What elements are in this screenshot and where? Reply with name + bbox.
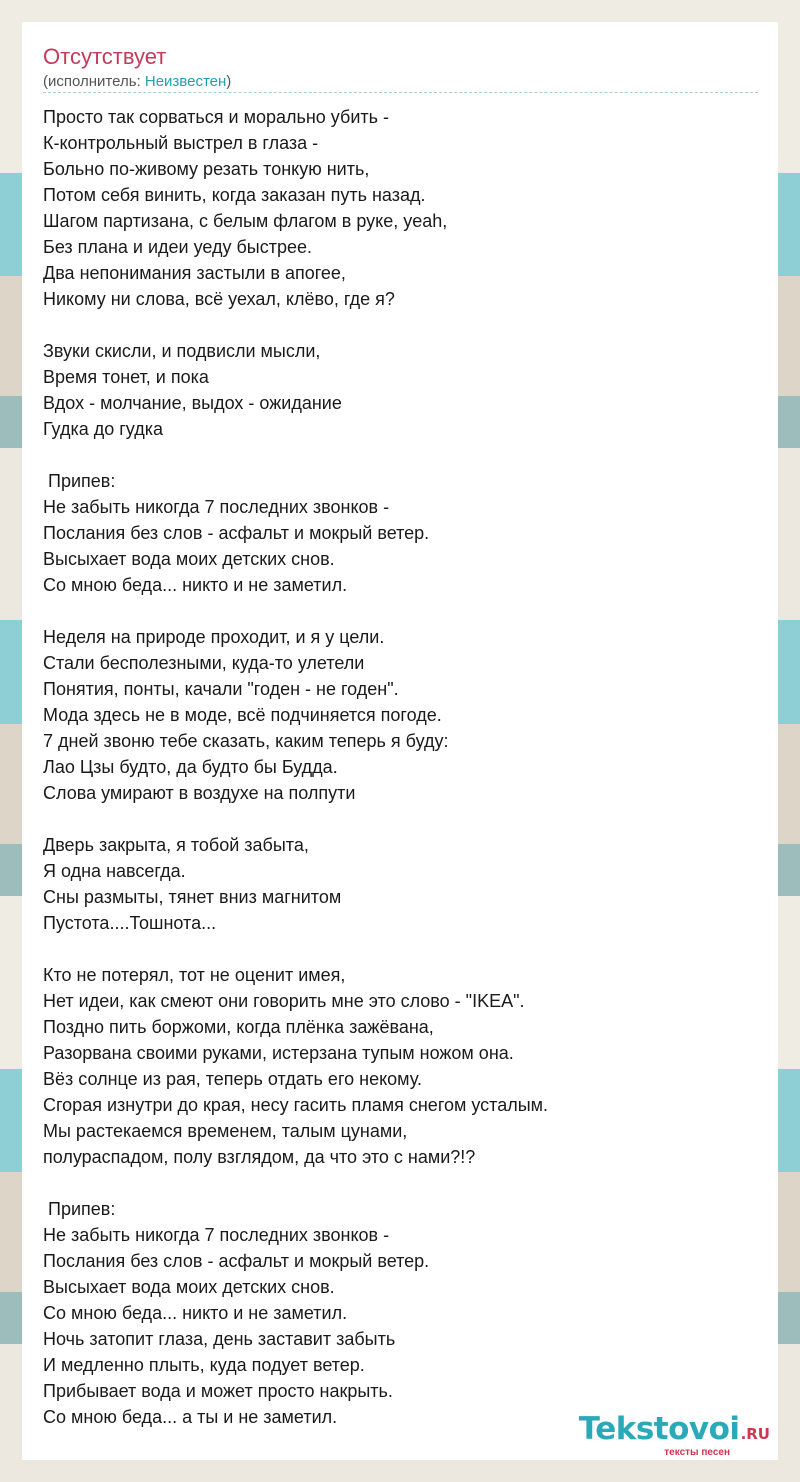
lyric-line: Мы растекаемся временем, талым цунами,: [43, 1121, 408, 1141]
lyric-line: Нет идеи, как смеют они говорить мне это слово - "IKEA".: [43, 991, 525, 1011]
lyric-line: И медленно плыть, куда подует ветер.: [43, 1355, 365, 1375]
lyric-line: К-контрольный выстрел в глаза -: [43, 133, 319, 153]
lyric-line: Не забыть никогда 7 последних звонков -: [43, 1225, 390, 1245]
lyric-line: Два непонимания застыли в апогее,: [43, 263, 346, 283]
lyric-line: [43, 1170, 758, 1196]
lyric-line: Высыхает вода моих детских снов.: [43, 1277, 335, 1297]
lyric-line: Потом себя винить, когда заказан путь назад.: [43, 185, 426, 205]
artist-prefix: (исполнитель:: [43, 73, 145, 90]
lyric-line: Не забыть никогда 7 последних звонков -: [43, 497, 390, 517]
lyric-line: [43, 806, 758, 832]
lyric-line: Прибывает вода и может просто накрыть.: [43, 1381, 393, 1401]
lyric-line: Гудка до гудка: [43, 419, 163, 439]
lyric-line: Поздно пить боржоми, когда плёнка зажёвана,: [43, 1017, 434, 1037]
lyric-line: Дверь закрыта, я тобой забыта,: [43, 835, 309, 855]
lyric-line: Припев:: [43, 1199, 116, 1219]
lyric-line: [43, 598, 758, 624]
lyric-line: Просто так сорваться и морально убить -: [43, 107, 389, 127]
site-logo[interactable]: [578, 1411, 770, 1458]
lyric-line: Лао Цзы будто, да будто бы Будда.: [43, 757, 338, 777]
title-divider: [43, 92, 758, 93]
lyric-line: Мода здесь не в моде, всё подчиняется погоде.: [43, 705, 442, 725]
lyric-line: Припев:: [43, 471, 116, 491]
lyric-line: Сны размыты, тянет вниз магнитом: [43, 887, 342, 907]
lyric-line: Пустота....Тошнота...: [43, 913, 217, 933]
logo-tagline: тексты песен: [664, 1447, 730, 1458]
lyric-line: Шагом партизана, с белым флагом в руке, yeah,: [43, 211, 448, 231]
artist-suffix: ): [226, 73, 232, 90]
logo-wordmark: Tekstovoi: [578, 1411, 740, 1447]
lyric-line: Сгорая изнутри до края, несу гасить пламя снегом усталым.: [43, 1095, 549, 1115]
artist-link[interactable]: Неизвестен: [144, 73, 227, 90]
lyric-line: Кто не потерял, тот не оценит имея,: [43, 965, 346, 985]
lyric-line: [43, 312, 758, 338]
lyric-line: Неделя на природе проходит, и я у цели.: [43, 627, 385, 647]
lyric-line: Никому ни слова, всё уехал, клёво, где я?: [43, 289, 395, 309]
lyric-line: Стали бесполезными, куда-то улетели: [43, 653, 365, 673]
lyrics-text: [43, 104, 758, 1430]
artist-line: [43, 72, 231, 92]
lyric-line: полураспадом, полу взглядом, да что это с нами?!?: [43, 1147, 476, 1167]
lyric-line: Вёз солнце из рая, теперь отдать его некому.: [43, 1069, 422, 1089]
lyric-line: Без плана и идеи уеду быстрее.: [43, 237, 313, 257]
lyric-line: [43, 442, 758, 468]
lyric-line: Со мною беда... никто и не заметил.: [43, 1303, 348, 1323]
lyric-line: Звуки скисли, и подвисли мысли,: [43, 341, 321, 361]
lyric-line: 7 дней звоню тебе сказать, каким теперь я буду:: [43, 731, 449, 751]
lyric-line: Послания без слов - асфальт и мокрый ветер.: [43, 1251, 430, 1271]
lyric-line: [43, 936, 758, 962]
lyric-line: Ночь затопит глаза, день заставит забыть: [43, 1329, 396, 1349]
lyric-line: Высыхает вода моих детских снов.: [43, 549, 335, 569]
lyric-line: Со мною беда... а ты и не заметил.: [43, 1407, 338, 1427]
lyric-line: Вдох - молчание, выдох - ожидание: [43, 393, 342, 413]
lyric-line: Разорвана своими руками, истерзана тупым ножом она.: [43, 1043, 514, 1063]
logo-domain: .RU: [740, 1425, 770, 1443]
lyric-line: Больно по-живому резать тонкую нить,: [43, 159, 370, 179]
lyrics-card: [22, 22, 778, 1460]
lyric-line: Понятия, понты, качали "годен - не годен".: [43, 679, 399, 699]
lyric-line: Слова умирают в воздухе на полпути: [43, 783, 356, 803]
lyric-line: Послания без слов - асфальт и мокрый ветер.: [43, 523, 430, 543]
song-title: Отсутствует: [43, 44, 167, 69]
lyric-line: Я одна навсегда.: [43, 861, 186, 881]
lyric-line: Время тонет, и пока: [43, 367, 209, 387]
lyric-line: Со мною беда... никто и не заметил.: [43, 575, 348, 595]
